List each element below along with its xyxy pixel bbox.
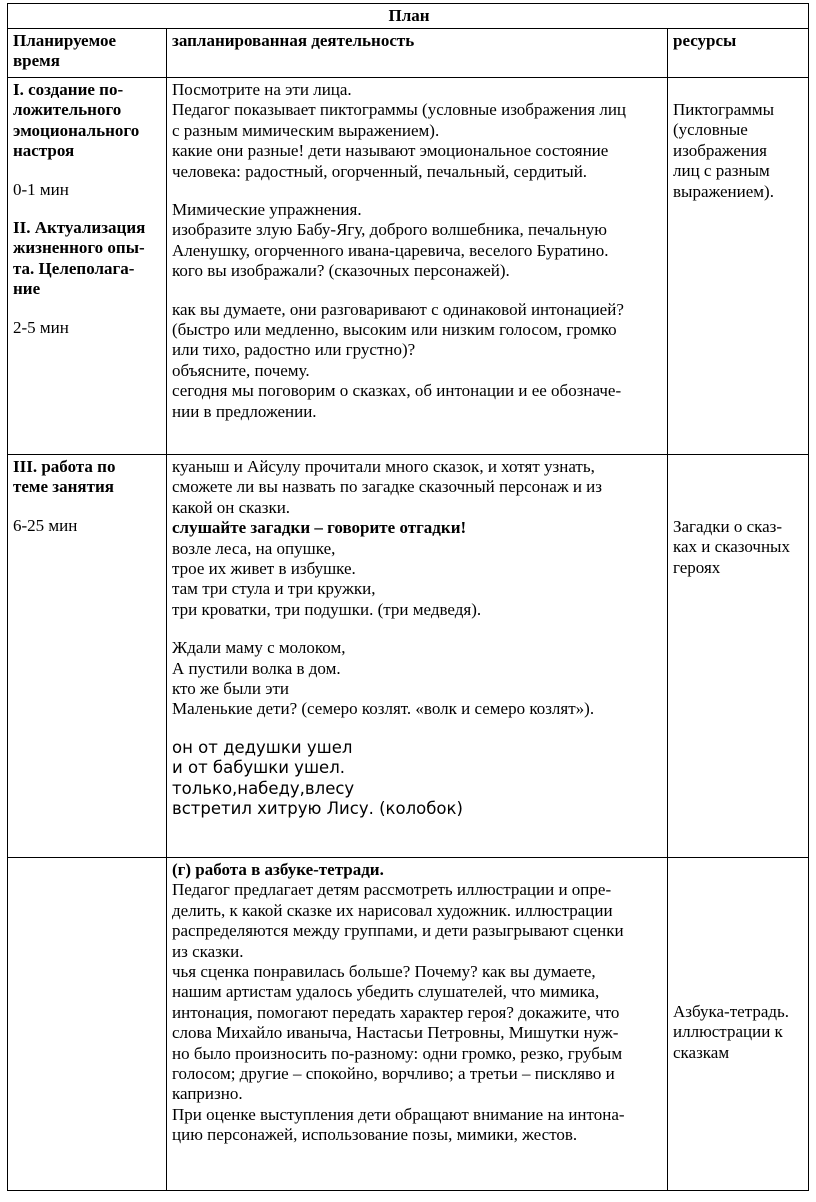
stage1-title-line: ложительного [13,100,122,120]
spacer [172,620,664,638]
header-activity: запланированная деятельность [167,29,668,78]
riddle-line: и от бабушки ушел. [172,758,345,778]
riddle-line: Ждали маму с молоком, [172,638,346,658]
stage3-title-line: III. работа по [13,457,116,476]
riddle-line: три кроватки, три подушки. (три медведя). [172,599,482,619]
activity-line: интонация, помогают передать характер героя? докажите, что [172,1002,620,1022]
spacer [13,498,163,516]
riddle-line: трое их живет в избушке. [172,559,356,579]
stage2-title-line: ние [13,279,41,299]
table-row [8,858,809,1191]
lesson-plan-page [7,3,808,1191]
riddle-call: слушайте загадки – говорите отгадки! [172,518,467,538]
resource-line: героях [673,557,721,577]
resource-line: изображения [673,140,767,160]
workbook-heading: (г) работа в азбуке-тетради. [172,860,384,879]
table-row [8,78,809,455]
spacer [673,457,805,517]
stage3-title-line: теме занятия [13,477,114,497]
spacer [13,162,163,180]
activity-line: распределяются между группами, и дети разыгрывают сценки [172,921,624,941]
activity-line: как вы думаете, они разговаривают с одинаковой интонацией? [172,299,624,319]
activity-line: объясните, почему. [172,360,310,380]
activity-cell-3 [167,858,668,1191]
stage1-title-line: I. создание по- [13,80,124,99]
time-cell-1 [8,78,167,455]
activity-line: какой он сказки. [172,497,291,517]
riddle-line: А пустили волка в дом. [172,658,341,678]
table-title: План [8,4,809,29]
stage2-title-line: жизненного опы- [13,238,145,258]
activity-line: или тихо, радостно или грустно)? [172,340,416,360]
activity-line: Педагог предлагает детям рассмотреть иллюстрации и опре- [172,880,612,900]
table-row [8,455,809,858]
activity-line: слова Михайло иваныча, Настасьи Петровны, Мишутки нуж- [172,1023,619,1043]
activity-line: Педагог показывает пиктограммы (условные изображения лиц [172,100,627,120]
riddle-line: Маленькие дети? (семеро козлят. «волк и семеро козлят»). [172,699,595,719]
stage2-title-line: та. Целеполага- [13,258,135,278]
riddle-line: только,набеду,влесу [172,778,355,798]
stage1-title-line: настроя [13,141,75,161]
activity-line: куаныш и Айсулу прочитали много сказок, и хотят узнать, [172,457,595,476]
resources-cell-1 [668,78,809,455]
stage1-time: 0-1 мин [13,179,69,199]
activity-line: цию персонажей, использование позы, мимики, жестов. [172,1125,578,1145]
activity-line: При оценке выступления дети обращают внимание на интона- [172,1104,625,1124]
riddle-line: возле леса, на опушке, [172,538,336,558]
resource-line: сказкам [673,1042,730,1062]
spacer [172,720,664,738]
activity-line: сегодня мы поговорим о сказках, об интонации и ее обозначе- [172,381,622,401]
plan-table [7,3,809,1191]
header-time: Планируемое время [8,29,167,78]
riddle-line: он от дедушки ушел [172,737,353,757]
resource-line: ках и сказочных [673,537,790,557]
activity-line: делить, к какой сказке их нарисовал художник. иллюстрации [172,900,613,920]
activity-line: но было произносить по-разному: одни громко, резко, грубым [172,1043,623,1063]
spacer [172,282,664,300]
stage2-time: 2-5 мин [13,317,69,337]
stage2-title-line: II. Актуализация [13,218,146,238]
spacer [172,182,664,200]
activity-line: человека: радостный, огорченный, печальный, сердитый. [172,161,588,181]
activity-cell-2 [167,455,668,858]
activity-line: изобразите злую Бабу-Ягу, доброго волшебника, печальную [172,220,607,240]
spacer [13,200,163,218]
activity-line: чья сценка понравилась больше? Почему? как вы думаете, [172,962,596,982]
activity-line: Мимические упражнения. [172,200,362,220]
activity-line: сможете ли вы назвать по загадке сказочный персонаж и из [172,477,602,497]
resource-line: Азбука-тетрадь. [673,1002,790,1021]
activity-line: Посмотрите на эти лица. [172,80,352,99]
spacer [673,80,805,100]
activity-line: (быстро или медленно, высоким или низким голосом, громко [172,320,617,340]
resource-line: (условные [673,120,748,140]
time-cell-3 [8,858,167,1191]
activity-line: из сказки. [172,941,244,961]
riddle-line: кто же были эти [172,679,290,699]
header-resources: ресурсы [668,29,809,78]
activity-line: с разным мимическим выражением). [172,120,440,140]
activity-cell-1 [167,78,668,455]
resource-line: Загадки о сказ- [673,517,783,536]
activity-line: какие они разные! дети называют эмоциональное состояние [172,141,609,161]
riddle-line: там три стула и три кружки, [172,579,376,599]
time-cell-2 [8,455,167,858]
activity-line: нашим артистам удалось убедить слушателей, что мимика, [172,982,600,1002]
activity-line: голосом; другие – спокойно, ворчливо; а третьи – пискляво и [172,1064,615,1084]
resources-cell-2 [668,455,809,858]
stage3-time: 6-25 мин [13,515,78,535]
resource-line: лиц с разным [673,161,770,181]
riddle-line: встретил хитрую Лису. (колобок) [172,799,463,819]
activity-line: нии в предложении. [172,401,317,421]
resource-line: иллюстрации к [673,1022,783,1042]
spacer [13,300,163,318]
resource-line: выражением). [673,181,774,201]
resource-line: Пиктограммы [673,100,775,119]
stage1-title-line: эмоционального [13,120,140,140]
activity-line: Аленушку, огорченного ивана-царевича, веселого Буратино. [172,240,609,260]
activity-line: капризно. [172,1084,243,1104]
activity-line: кого вы изображали? (сказочных персонажей). [172,261,510,281]
resources-cell-3 [668,858,809,1191]
spacer [673,860,805,1002]
